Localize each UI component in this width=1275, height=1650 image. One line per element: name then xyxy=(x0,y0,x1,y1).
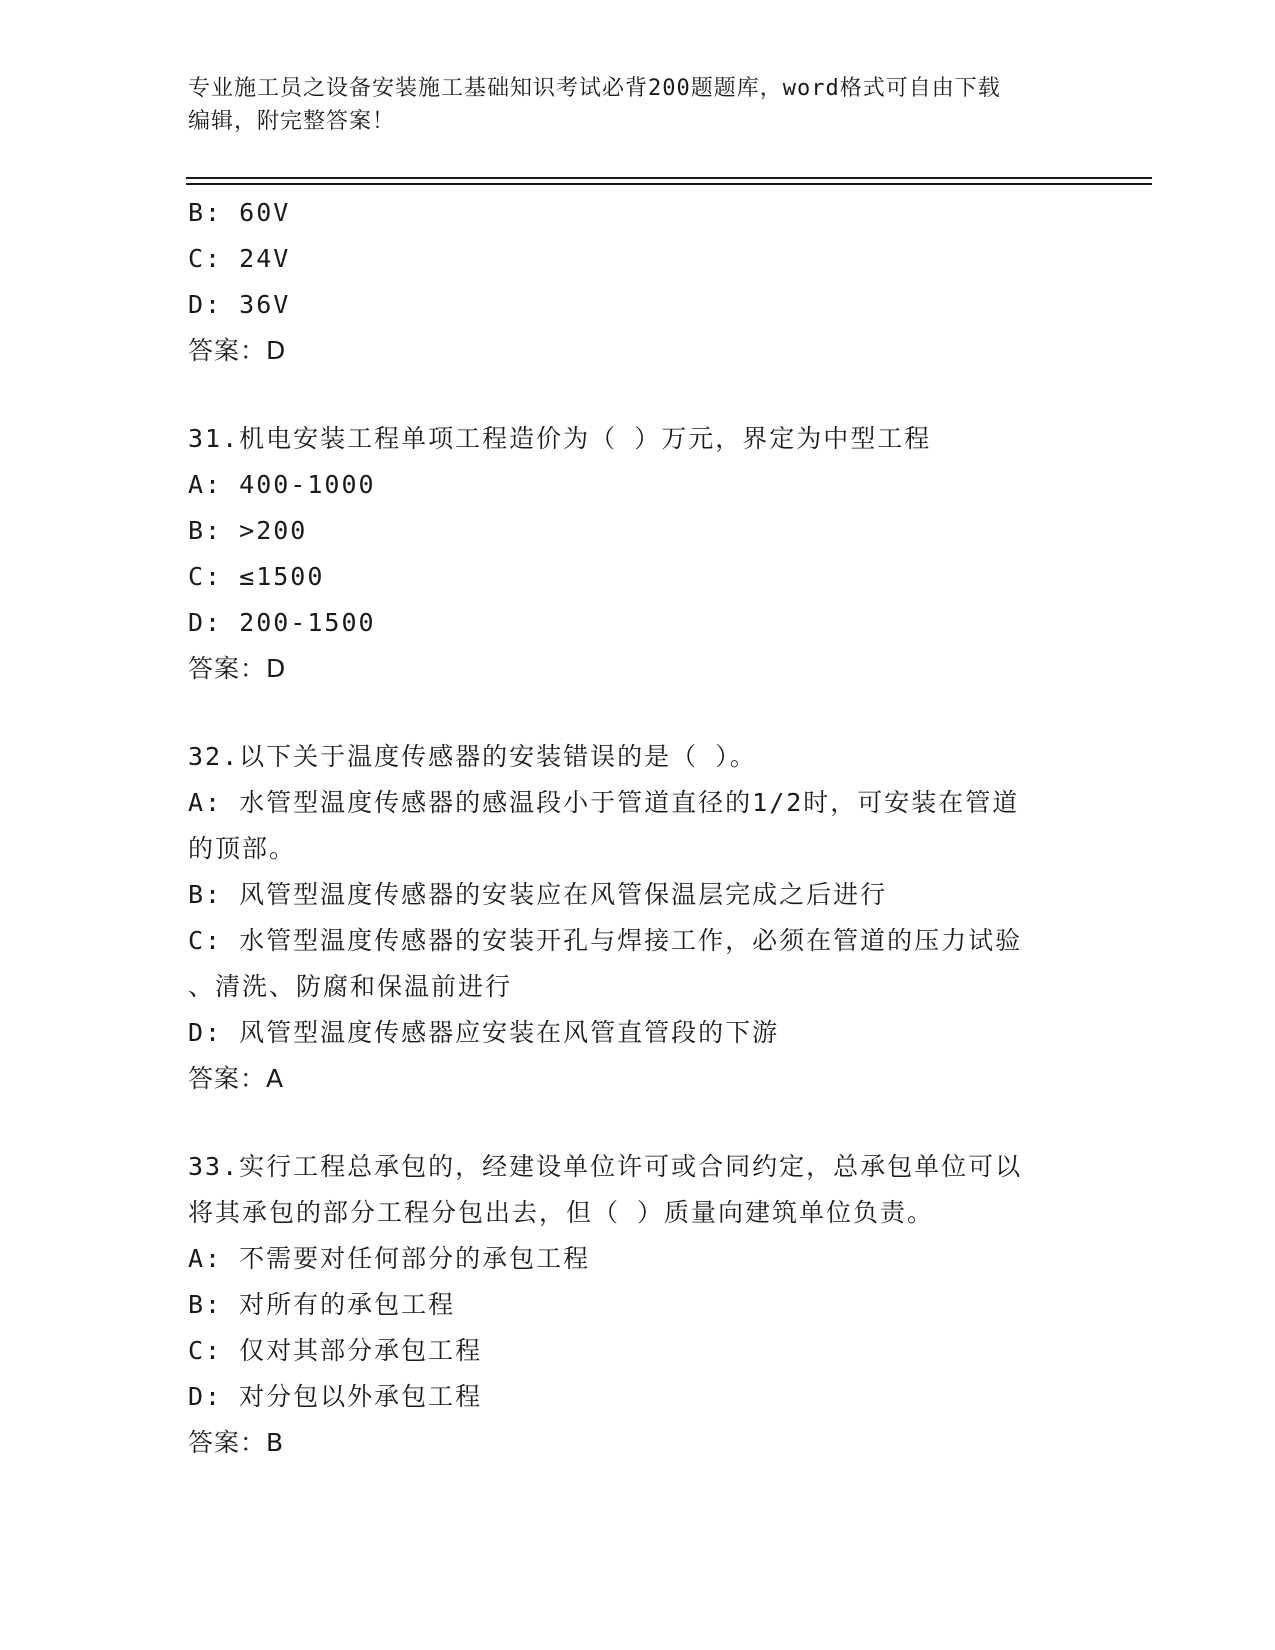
question-stem: 32.以下关于温度传感器的安装错误的是（ ）。 xyxy=(188,742,757,771)
question-block-31 xyxy=(188,416,1088,692)
option-d: D: 对分包以外承包工程 xyxy=(188,1382,483,1411)
header-divider-top xyxy=(186,177,1152,179)
option-d: D: 风管型温度传感器应安装在风管直管段的下游 xyxy=(188,1018,780,1047)
header-divider-bottom xyxy=(186,183,1152,185)
question-list xyxy=(188,190,1088,1466)
option-a: A: 不需要对任何部分的承包工程 xyxy=(188,1244,591,1273)
option-c: C: ≤1500 xyxy=(188,562,325,591)
option-a-continued: 的顶部。 xyxy=(188,834,297,863)
option-a: A: 水管型温度传感器的感温段小于管道直径的1/2时，可安装在管道 xyxy=(188,788,1020,817)
question-block-33 xyxy=(188,1144,1088,1466)
spacer xyxy=(188,374,1088,416)
option-b: B: 风管型温度传感器的安装应在风管保温层完成之后进行 xyxy=(188,880,888,909)
option-c: C: 水管型温度传感器的安装开孔与焊接工作，必须在管道的压力试验 xyxy=(188,926,1023,955)
option-c: C: 24V xyxy=(188,244,291,273)
question-block-30 xyxy=(188,190,1088,374)
option-a: A: 400-1000 xyxy=(188,470,376,499)
option-b: B: 60V xyxy=(188,198,291,227)
document-header xyxy=(188,72,1068,138)
spacer xyxy=(188,692,1088,734)
option-c: C: 仅对其部分承包工程 xyxy=(188,1336,483,1365)
option-d: D: 200-1500 xyxy=(188,608,376,637)
option-d: D: 36V xyxy=(188,290,291,319)
question-stem-continued: 将其承包的部分工程分包出去，但（ ）质量向建筑单位负责。 xyxy=(188,1198,935,1227)
option-b: B: 对所有的承包工程 xyxy=(188,1290,456,1319)
option-b: B: >200 xyxy=(188,516,308,545)
option-c-continued: 、清洗、防腐和保温前进行 xyxy=(188,972,513,1001)
question-stem: 33.实行工程总承包的，经建设单位许可或合同约定，总承包单位可以 xyxy=(188,1152,1023,1181)
spacer xyxy=(188,1102,1088,1144)
answer-label: 答案：B xyxy=(188,1428,285,1457)
answer-label: 答案：A xyxy=(188,1064,285,1093)
header-line-2: 编辑，附完整答案！ xyxy=(188,109,396,134)
question-block-32 xyxy=(188,734,1088,1102)
header-line-1: 专业施工员之设备安装施工基础知识考试必背200题题库，word格式可自由下载 xyxy=(188,76,1001,101)
question-stem: 31.机电安装工程单项工程造价为（ ）万元，界定为中型工程 xyxy=(188,424,932,453)
answer-label: 答案：D xyxy=(188,654,287,683)
answer-label: 答案：D xyxy=(188,336,287,365)
